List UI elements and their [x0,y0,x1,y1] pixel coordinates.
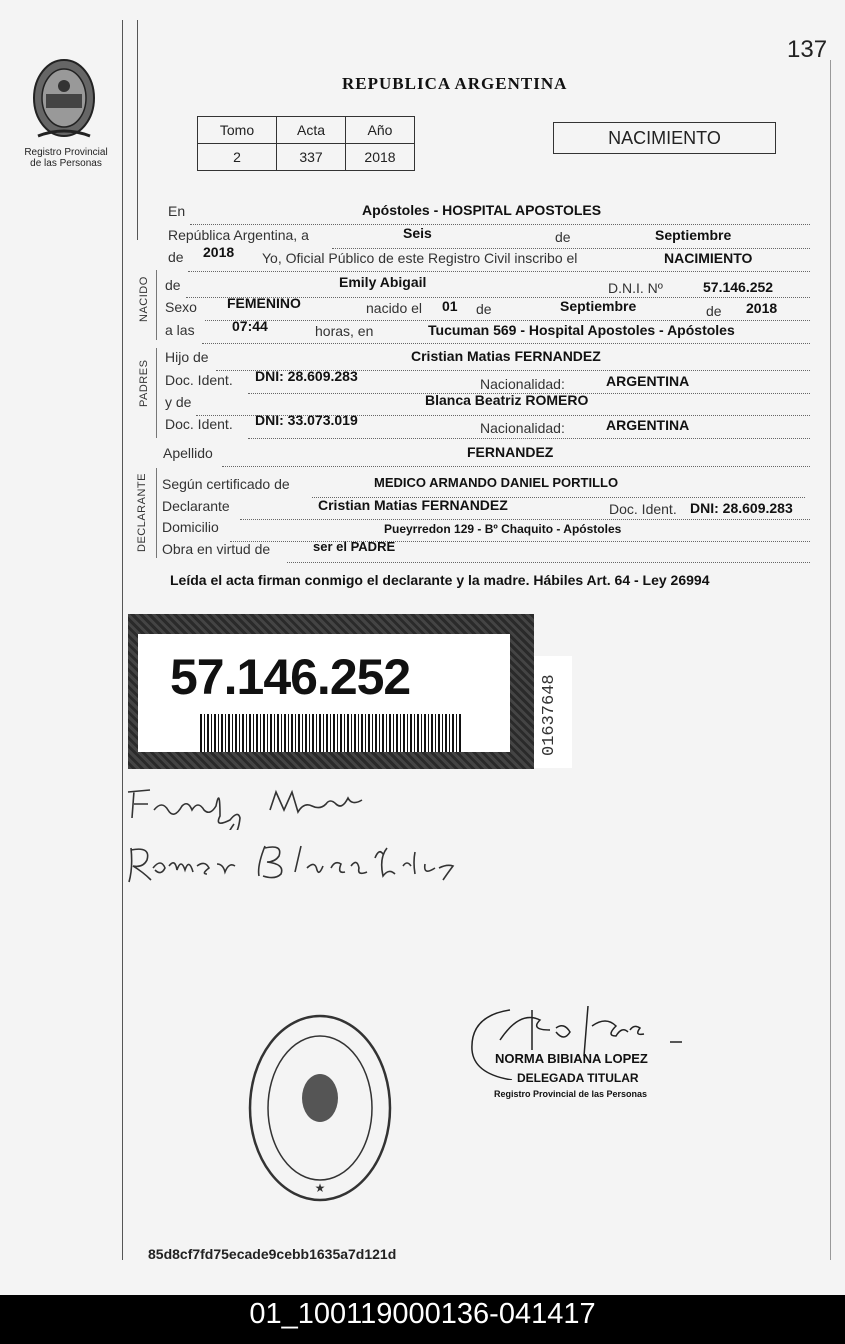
officer-org: Registro Provincial de las Personas [494,1089,648,1099]
officer-title: DELEGADA TITULAR [517,1071,639,1085]
registry-name [14,147,118,169]
value-birth-day: 01 [442,298,458,314]
value-birth-time: 07:44 [232,318,268,334]
value-father-nationality: ARGENTINA [606,373,690,389]
footer-id-bar: 01_100119000136-041417 [0,1295,845,1344]
official-stamp [248,1012,393,1204]
label-doc-mother: Doc. Ident. [165,416,233,432]
header-anio: Año [346,117,415,144]
label-doc-declarante: Doc. Ident. [609,501,677,517]
page-title: REPUBLICA ARGENTINA [342,74,568,93]
signature-mother [125,838,470,888]
registry-name-line2: de las Personas [30,158,102,169]
value-birth-year: 2018 [746,300,778,316]
label-sexo: Sexo [165,299,197,315]
label-domicilio: Domicilio [162,519,219,535]
record-type-box: NACIMIENTO [553,122,776,154]
section-bar [156,468,157,558]
value-father-doc: DNI: 28.609.283 [255,368,358,384]
label-de-name: de [165,277,181,293]
officer-name: NORMA BIBIANA LOPEZ [495,1051,648,1066]
value-birth-month: Septiembre [560,298,637,314]
right-edge-line [830,60,831,1260]
sticker-label [138,634,510,752]
value-declarante-name: Cristian Matias FERNANDEZ [318,497,508,513]
label-de2: de [168,249,184,265]
registry-logo [28,56,100,142]
label-horas: horas, en [315,323,374,339]
signature-father [120,780,390,830]
label-doc-father: Doc. Ident. [165,372,233,388]
label-a-las: a las [165,322,195,338]
value-anio: 2018 [346,144,415,171]
section-bar [156,270,157,340]
label-y-de: y de [165,394,192,410]
margin-line [122,20,123,1260]
legal-text: Leída el acta firman conmigo el declarante y la madre. Hábiles Art. 64 - Ley 26994 [170,572,710,588]
value-mother-doc: DNI: 33.073.019 [255,412,358,428]
label-dni: D.N.I. Nº [608,280,663,296]
label-de: de [555,229,571,245]
value-day-word: Seis [403,225,432,241]
registry-name-line1: Registro Provincial [24,147,108,158]
document-hash: 85d8cf7fd75ecade9cebb1635a7d121d [148,1246,397,1262]
section-label-declarante: DECLARANTE [136,473,148,552]
value-sexo: FEMENINO [227,295,301,311]
header-tomo: Tomo [198,117,277,144]
dni-sticker [128,614,534,769]
label-obra: Obra en virtud de [162,541,271,557]
label-republica: República Argentina, a [168,227,309,243]
label-nacionalidad-mother: Nacionalidad: [480,420,565,436]
svg-text:★: ★ [314,1181,326,1195]
label-apellido: Apellido [163,445,213,461]
value-domicilio: Pueyrredon 129 - Bº Chaquito - Apóstoles [384,522,622,536]
serial-stamp [534,656,572,768]
value-apellido: FERNANDEZ [467,444,554,460]
label-nacido-el: nacido el [366,300,423,316]
section-bar [156,348,157,438]
barcode-icon [200,714,462,752]
serial-number: 01637648 [540,674,559,756]
value-declarante-doc: DNI: 28.609.283 [690,500,793,516]
label-de3: de [476,301,492,317]
section-label-padres: PADRES [138,359,150,407]
value-dni: 57.146.252 [703,279,774,295]
section-label-nacido: NACIDO [138,276,150,322]
value-place: Apóstoles - HOSPITAL APOSTOLES [362,202,602,218]
label-oficial: Yo, Oficial Público de este Registro Civil inscribo el [262,250,578,266]
label-en: En [168,203,186,219]
header-acta: Acta [277,117,346,144]
label-declarante: Declarante [162,498,230,514]
value-mother-name: Blanca Beatriz ROMERO [425,392,589,408]
value-acta: 337 [277,144,346,171]
sticker-dni-number: 57.146.252 [170,649,411,705]
book-table [197,116,415,171]
label-hijo-de: Hijo de [165,349,209,365]
value-tomo: 2 [198,144,277,171]
value-year: 2018 [203,244,235,260]
value-certificado: MEDICO ARMANDO DANIEL PORTILLO [374,475,619,490]
value-father-name: Cristian Matias FERNANDEZ [411,348,601,364]
page-number: 137 [787,36,828,63]
label-nacionalidad-father: Nacionalidad: [480,376,565,392]
label-de4: de [706,303,722,319]
value-child-name: Emily Abigail [339,274,427,290]
value-obra: ser el PADRE [313,539,396,554]
signature-officer [470,1000,700,1080]
value-month: Septiembre [655,227,732,243]
value-event: NACIMIENTO [664,250,753,266]
label-certificado: Según certificado de [162,476,290,492]
margin-line [137,20,138,240]
value-birth-place: Tucuman 569 - Hospital Apostoles - Apóstoles [428,322,735,338]
coat-of-arms-icon [28,56,100,142]
value-mother-nationality: ARGENTINA [606,417,690,433]
